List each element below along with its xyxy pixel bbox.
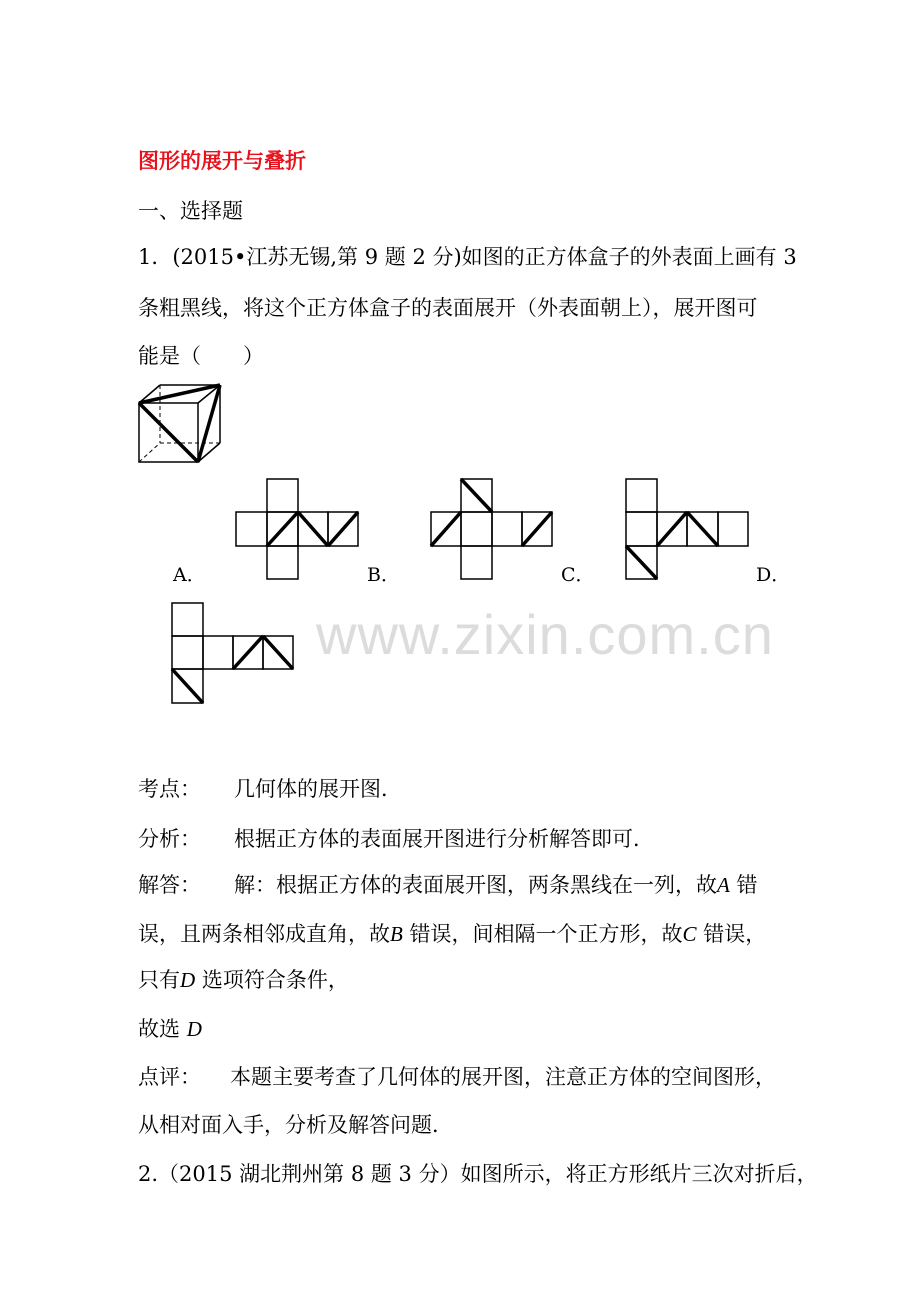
guxuan-line <box>138 1016 202 1042</box>
jieda-text-1c: 错 <box>729 873 758 897</box>
question-1-line-1: 1．(2015•江苏无锡,第 9 题 2 分)如图的正方体盒子的外表面上画有 3 <box>138 245 797 269</box>
section-heading: 一、选择题 <box>138 199 243 223</box>
kaodian-text: 几何体的展开图． <box>234 777 402 801</box>
jieda-text-2e: 错误， <box>696 922 767 946</box>
net-option-c <box>626 479 748 579</box>
net-option-b <box>431 479 552 579</box>
jieda-line-3 <box>138 967 349 993</box>
fenxi-text: 根据正方体的表面展开图进行分析解答即可． <box>234 827 654 851</box>
jieda-label: 解答： <box>138 873 201 897</box>
net-option-d <box>172 603 293 703</box>
jieda-text-1a: 解：根据正方体的表面展开图，两条黑线在一列，故 <box>234 873 717 897</box>
jieda-option-c: C <box>682 922 697 946</box>
guxuan-answer: D <box>186 1017 202 1041</box>
option-c-label: C． <box>561 564 595 586</box>
option-a-label: A． <box>173 564 206 586</box>
fenxi-line <box>138 826 654 852</box>
question-1-line-3: 能是（ ） <box>138 344 264 368</box>
dianping-label: 点评： <box>138 1065 201 1089</box>
jieda-line-1 <box>138 872 758 898</box>
question-2-line-1: 2.（2015 湖北荆州第 8 题 3 分）如图所示，将正方形纸片三次对折后， <box>138 1162 818 1186</box>
question-1-line-2: 条粗黑线，将这个正方体盒子的表面展开（外表面朝上），展开图可 <box>138 296 758 320</box>
jieda-option-d: D <box>180 968 196 992</box>
jieda-option-b: B <box>390 922 403 946</box>
dianping-line-2: 从相对面入手，分析及解答问题． <box>138 1113 453 1137</box>
kaodian-label: 考点： <box>138 777 201 801</box>
jieda-text-2a: 误，且两条相邻成直角，故 <box>138 922 390 946</box>
net-option-a <box>236 479 358 579</box>
jieda-text-2c: 错误，间相隔一个正方形，故 <box>402 922 683 946</box>
guxuan-text: 故选 <box>138 1017 180 1041</box>
watermark: www.zixin.com.cn <box>316 603 774 666</box>
fenxi-label: 分析： <box>138 827 201 851</box>
jieda-text-3a: 只有 <box>138 968 180 992</box>
page-title: 图形的展开与叠折 <box>138 148 306 173</box>
jieda-line-2 <box>138 921 766 947</box>
kaodian-line <box>138 776 402 802</box>
option-d-label: D． <box>756 564 791 586</box>
jieda-option-a: A <box>717 873 730 897</box>
option-b-label: B． <box>367 564 400 586</box>
dianping-line-1 <box>138 1064 776 1090</box>
jieda-text-3c: 选项符合条件， <box>195 968 349 992</box>
cube-figure <box>139 385 220 462</box>
dianping-text-1: 本题主要考查了几何体的展开图，注意正方体的空间图形， <box>230 1065 776 1089</box>
